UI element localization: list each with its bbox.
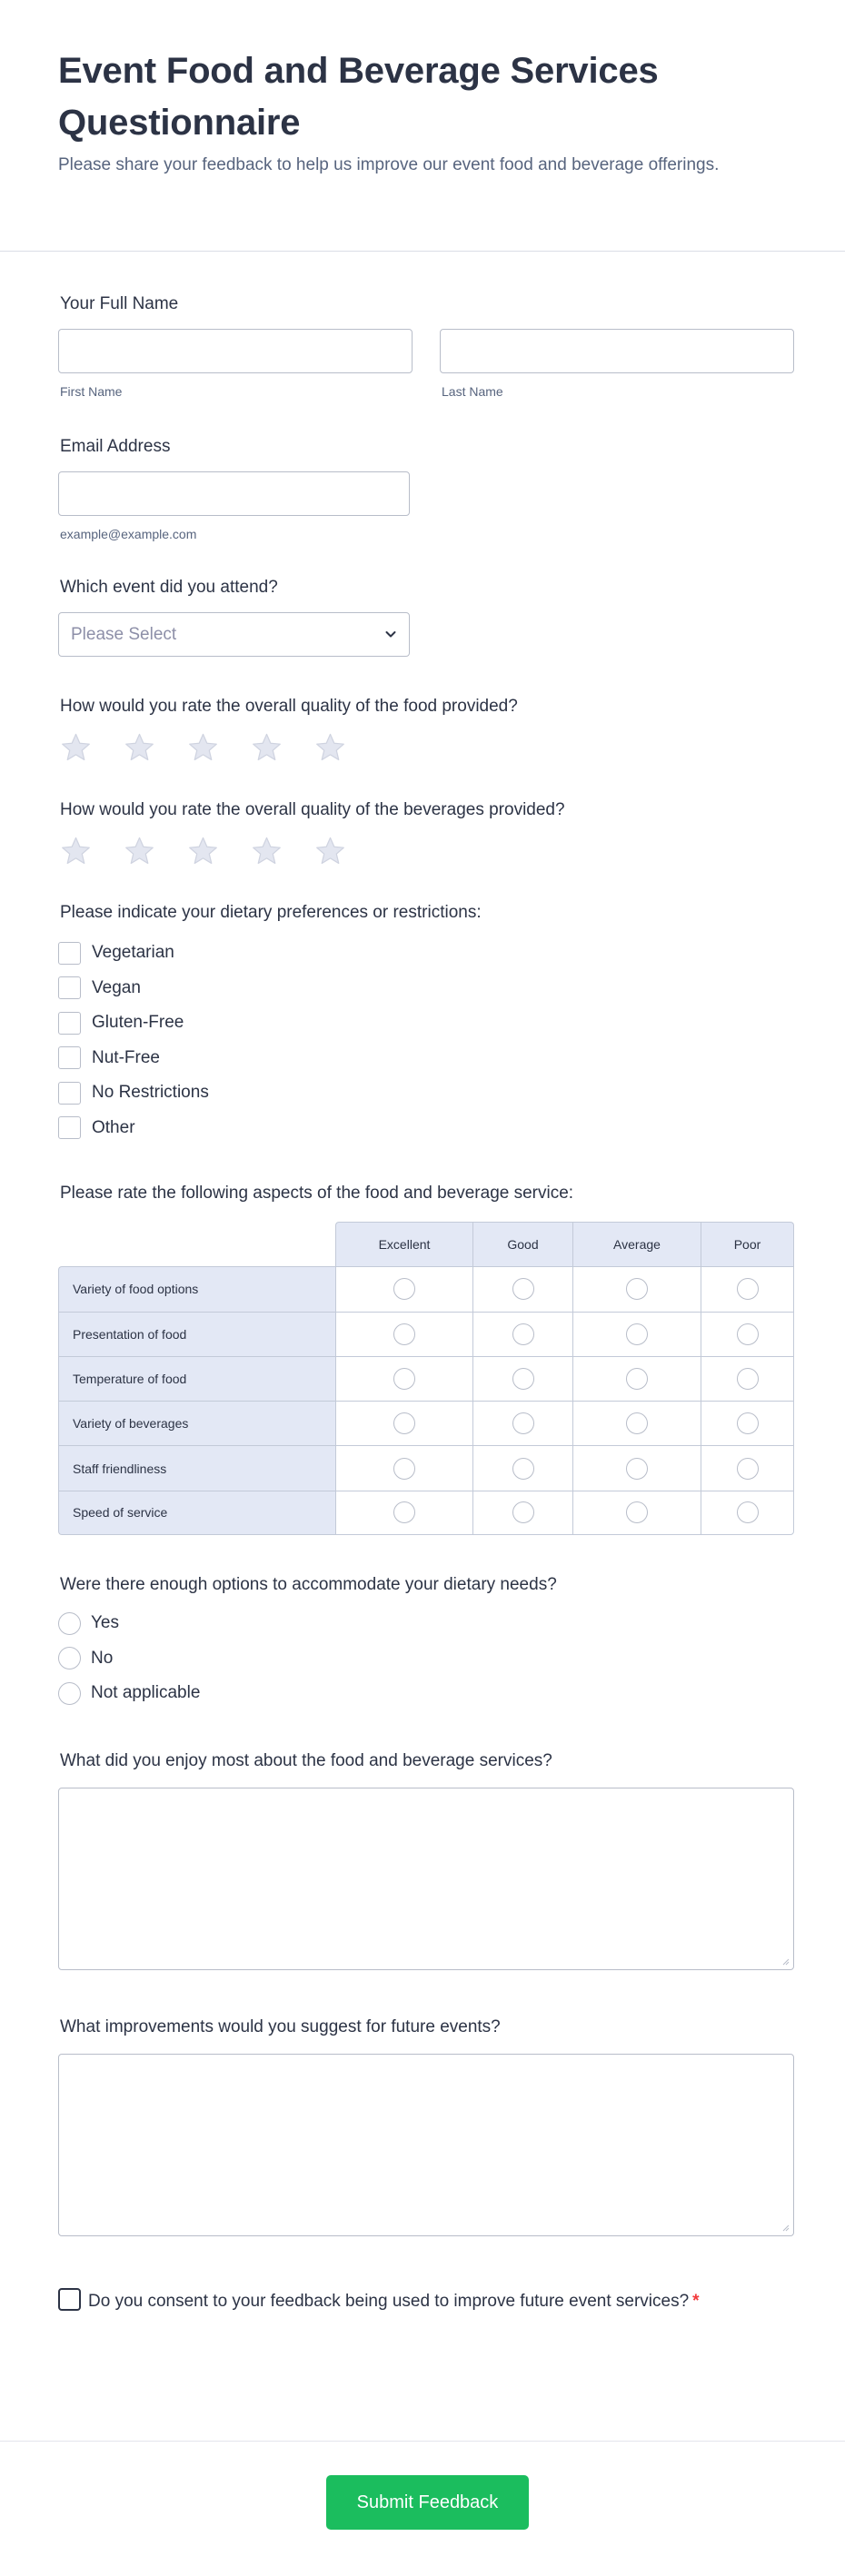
radio-button[interactable] bbox=[58, 1682, 81, 1705]
matrix-cell[interactable] bbox=[701, 1401, 794, 1445]
radio-button[interactable] bbox=[626, 1368, 648, 1390]
last-name-group bbox=[440, 329, 794, 399]
name-row bbox=[58, 329, 794, 399]
matrix-header-row bbox=[58, 1222, 794, 1266]
radio-button[interactable] bbox=[512, 1412, 534, 1434]
checkbox[interactable] bbox=[58, 976, 81, 999]
option-label: Gluten-Free bbox=[92, 1013, 184, 1033]
checkbox[interactable] bbox=[58, 1082, 81, 1105]
dietary-option-vegan[interactable] bbox=[58, 971, 794, 1006]
chevron-down-icon bbox=[383, 627, 398, 641]
radio-button[interactable] bbox=[737, 1501, 759, 1523]
matrix-cell[interactable] bbox=[335, 1312, 472, 1356]
dietary-question bbox=[58, 903, 794, 1145]
matrix-row-label: Staff friendliness bbox=[58, 1445, 335, 1490]
option-label: Vegan bbox=[92, 977, 141, 997]
radio-button[interactable] bbox=[626, 1278, 648, 1300]
food-star-rating bbox=[58, 731, 794, 765]
beverage-rating-label: How would you rate the overall quality of the beverages provided? bbox=[60, 800, 565, 819]
matrix-cell[interactable] bbox=[335, 1356, 472, 1401]
radio-button[interactable] bbox=[58, 1612, 81, 1635]
matrix-row-label: Variety of food options bbox=[58, 1266, 335, 1311]
radio-button[interactable] bbox=[58, 1647, 81, 1669]
matrix-row bbox=[58, 1401, 794, 1445]
star-icon[interactable] bbox=[186, 835, 220, 868]
radio-button[interactable] bbox=[626, 1458, 648, 1480]
radio-button[interactable] bbox=[737, 1458, 759, 1480]
matrix-cell[interactable] bbox=[701, 1312, 794, 1356]
first-name-sublabel: First Name bbox=[60, 384, 123, 399]
radio-button[interactable] bbox=[512, 1458, 534, 1480]
matrix-row bbox=[58, 1356, 794, 1401]
consent-label: Do you consent to your feedback being used to improve future event services? bbox=[88, 2291, 690, 2311]
matrix-row-label: Temperature of food bbox=[58, 1356, 335, 1401]
matrix-cell[interactable] bbox=[701, 1491, 794, 1535]
resize-handle-icon[interactable] bbox=[780, 2223, 790, 2232]
radio-button[interactable] bbox=[512, 1278, 534, 1300]
star-icon[interactable] bbox=[59, 835, 93, 868]
consent-question bbox=[58, 2289, 794, 2314]
required-asterisk: * bbox=[692, 2291, 700, 2311]
matrix-cell[interactable] bbox=[572, 1445, 701, 1490]
matrix-cell[interactable] bbox=[701, 1356, 794, 1401]
radio-button[interactable] bbox=[393, 1501, 415, 1523]
radio-option-yes[interactable] bbox=[58, 1606, 794, 1641]
dietary-option-gluten-free[interactable] bbox=[58, 1006, 794, 1041]
matrix-col-poor: Poor bbox=[701, 1222, 794, 1266]
checkbox[interactable] bbox=[58, 1012, 81, 1035]
event-label: Which event did you attend? bbox=[60, 578, 278, 597]
star-icon[interactable] bbox=[186, 731, 220, 765]
page-title: Event Food and Beverage Services Questionnaire bbox=[58, 51, 659, 143]
matrix-cell[interactable] bbox=[335, 1401, 472, 1445]
option-label: Other bbox=[92, 1117, 135, 1137]
food-rating-label: How would you rate the overall quality of the food provided? bbox=[60, 697, 518, 716]
radio-option-no[interactable] bbox=[58, 1641, 794, 1677]
email-label: Email Address bbox=[60, 437, 171, 456]
radio-button[interactable] bbox=[626, 1412, 648, 1434]
enjoy-most-label: What did you enjoy most about the food and beverage services? bbox=[60, 1750, 552, 1770]
matrix-cell[interactable] bbox=[335, 1491, 472, 1535]
enjoy-most-textarea[interactable] bbox=[58, 1788, 794, 1970]
radio-button[interactable] bbox=[737, 1412, 759, 1434]
consent-checkbox[interactable] bbox=[58, 2288, 81, 2311]
option-label: Nut-Free bbox=[92, 1047, 160, 1067]
full-name-label: Your Full Name bbox=[60, 294, 179, 313]
star-icon[interactable] bbox=[313, 731, 347, 765]
matrix-col-average: Average bbox=[572, 1222, 701, 1266]
event-question bbox=[58, 578, 794, 657]
form-footer bbox=[0, 2441, 845, 2576]
star-icon[interactable] bbox=[250, 835, 283, 868]
radio-button[interactable] bbox=[512, 1323, 534, 1345]
matrix-cell[interactable] bbox=[335, 1266, 472, 1311]
last-name-input[interactable] bbox=[440, 329, 794, 373]
last-name-sublabel: Last Name bbox=[442, 384, 503, 399]
submit-button[interactable]: Submit Feedback bbox=[326, 2475, 529, 2530]
option-label: No Restrictions bbox=[92, 1083, 209, 1103]
rating-matrix bbox=[58, 1222, 794, 1535]
matrix-row bbox=[58, 1445, 794, 1490]
star-icon[interactable] bbox=[123, 731, 156, 765]
matrix-cell[interactable] bbox=[472, 1445, 572, 1490]
event-select-placeholder: Please Select bbox=[71, 624, 177, 644]
enjoy-most-question bbox=[58, 1751, 794, 1970]
radio-button[interactable] bbox=[626, 1323, 648, 1345]
full-name-question bbox=[58, 294, 794, 399]
matrix-row bbox=[58, 1266, 794, 1311]
matrix-row-label: Presentation of food bbox=[58, 1312, 335, 1356]
first-name-group bbox=[58, 329, 413, 399]
dietary-option-other[interactable] bbox=[58, 1111, 794, 1146]
email-input[interactable] bbox=[58, 471, 410, 516]
enough-options-radios bbox=[58, 1606, 794, 1711]
option-label: No bbox=[91, 1648, 114, 1668]
matrix-corner bbox=[58, 1222, 335, 1266]
radio-button[interactable] bbox=[626, 1501, 648, 1523]
matrix-cell[interactable] bbox=[701, 1266, 794, 1311]
checkbox[interactable] bbox=[58, 1046, 81, 1069]
matrix-cell[interactable] bbox=[472, 1491, 572, 1535]
matrix-cell[interactable] bbox=[572, 1312, 701, 1356]
improvements-label: What improvements would you suggest for future events? bbox=[60, 2016, 501, 2036]
star-icon[interactable] bbox=[59, 731, 93, 765]
beverage-rating-question bbox=[58, 800, 794, 868]
matrix-row bbox=[58, 1491, 794, 1535]
radio-button[interactable] bbox=[393, 1458, 415, 1480]
matrix-cell[interactable] bbox=[572, 1401, 701, 1445]
improvements-question bbox=[58, 2017, 794, 2236]
star-icon[interactable] bbox=[313, 835, 347, 868]
radio-option-not-applicable[interactable] bbox=[58, 1676, 794, 1711]
dietary-options bbox=[58, 936, 794, 1145]
matrix-cell[interactable] bbox=[472, 1266, 572, 1311]
beverage-star-rating bbox=[58, 835, 794, 868]
email-sublabel: example@example.com bbox=[60, 527, 197, 541]
dietary-label: Please indicate your dietary preferences or restrictions: bbox=[60, 903, 482, 922]
matrix-cell[interactable] bbox=[472, 1401, 572, 1445]
food-rating-question bbox=[58, 697, 794, 765]
dietary-option-vegetarian[interactable] bbox=[58, 936, 794, 971]
matrix-row bbox=[58, 1312, 794, 1356]
matrix-cell[interactable] bbox=[572, 1356, 701, 1401]
email-question bbox=[58, 437, 794, 541]
enough-options-label: Were there enough options to accommodate your dietary needs? bbox=[60, 1575, 557, 1595]
matrix-row-label: Variety of beverages bbox=[58, 1401, 335, 1445]
matrix-cell[interactable] bbox=[472, 1312, 572, 1356]
star-icon[interactable] bbox=[123, 835, 156, 868]
matrix-cell[interactable] bbox=[572, 1491, 701, 1535]
form-header bbox=[0, 0, 845, 252]
option-label: Vegetarian bbox=[92, 943, 174, 963]
radio-button[interactable] bbox=[737, 1323, 759, 1345]
form-body bbox=[0, 294, 845, 2314]
matrix-col-good: Good bbox=[472, 1222, 572, 1266]
matrix-row-label: Speed of service bbox=[58, 1491, 335, 1535]
radio-button[interactable] bbox=[393, 1278, 415, 1300]
matrix-cell[interactable] bbox=[572, 1266, 701, 1311]
radio-button[interactable] bbox=[737, 1278, 759, 1300]
matrix-cell[interactable] bbox=[472, 1356, 572, 1401]
checkbox[interactable] bbox=[58, 1116, 81, 1139]
radio-button[interactable] bbox=[393, 1412, 415, 1434]
star-icon[interactable] bbox=[250, 731, 283, 765]
matrix-cell[interactable] bbox=[335, 1445, 472, 1490]
option-label: Not applicable bbox=[91, 1683, 201, 1703]
matrix-cell[interactable] bbox=[701, 1445, 794, 1490]
radio-button[interactable] bbox=[393, 1368, 415, 1390]
dietary-option-nut-free[interactable] bbox=[58, 1041, 794, 1076]
page-subtitle: Please share your feedback to help us improve our event food and beverage offerings. bbox=[58, 155, 720, 174]
first-name-input[interactable] bbox=[58, 329, 413, 373]
option-label: Yes bbox=[91, 1613, 119, 1633]
checkbox[interactable] bbox=[58, 942, 81, 965]
radio-button[interactable] bbox=[512, 1501, 534, 1523]
radio-button[interactable] bbox=[393, 1323, 415, 1345]
radio-button[interactable] bbox=[512, 1368, 534, 1390]
service-matrix-question bbox=[58, 1184, 794, 1535]
radio-button[interactable] bbox=[737, 1368, 759, 1390]
event-select[interactable] bbox=[58, 612, 410, 657]
resize-handle-icon[interactable] bbox=[780, 1957, 790, 1966]
dietary-option-no-restrictions[interactable] bbox=[58, 1075, 794, 1111]
improvements-textarea[interactable] bbox=[58, 2054, 794, 2236]
matrix-label: Please rate the following aspects of the food and beverage service: bbox=[60, 1184, 574, 1203]
matrix-col-excellent: Excellent bbox=[335, 1222, 472, 1266]
consent-row bbox=[58, 2289, 749, 2314]
enough-options-question bbox=[58, 1575, 794, 1711]
